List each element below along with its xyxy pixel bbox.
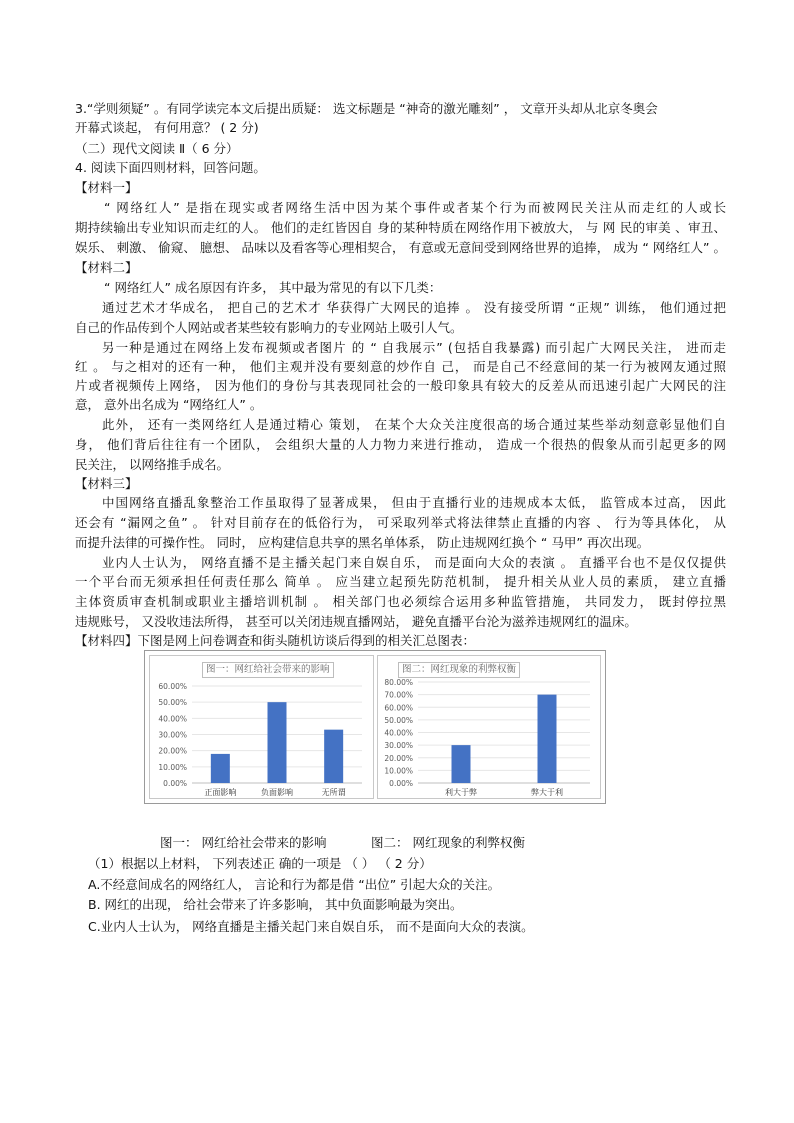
y-tick-label: 70.00% [384,690,413,700]
chart-1-title: 图一：网红给社会带来的影响 [202,662,334,678]
bar-1-2 [268,702,287,783]
y-tick-label: 40.00% [384,728,413,738]
material-2-line: 此外， 还有一类网络红人是通过精心 策划， 在某个大众关注度很高的场合通过某些举动刻意彰显他们自 [102,417,726,432]
y-tick-label: 60.00% [384,703,413,713]
q3-line1: 3.“学则须疑” 。有同学读完本文后提出质疑： 选文标题是 “神奇的激光雕刻” ， 文章开头却从北京冬奥会 [75,101,658,116]
material-2-line: 自己的作品传到个人网站或者某些较有影响力的专业网站上吸引人气。 [75,320,463,335]
bar-2-1 [452,745,471,783]
q4-title: 4. 阅读下面四则材料，回答问题。 [75,160,266,175]
material-2-line: 身， 他们背后往往有一个团队， 会组织大量的人力物力来进行推动， 造成一个很热的假象从而引起更多的网 [75,437,726,452]
material-2-line: 红 。 与之相对的还有一种， 他们主观并没有要刻意的炒作自 己， 而是自己不经意间的某一行为被网友通过照 [75,359,726,374]
chart-panel-1 [149,655,374,799]
material-3-line: 主体资质审查机制或职业主播培训机制 。 相关部门也必须综合运用多种监管措施， 共同发力， 既封停拉黑 [75,594,726,609]
x-category-label: 负面影响 [261,788,293,797]
y-tick-label: 0.00% [389,779,413,788]
x-category-label: 正面影响 [204,788,237,797]
y-tick-label: 80.00% [384,678,413,687]
y-tick-label: 30.00% [158,730,187,740]
material-3-line: 还会有 “漏网之鱼” 。 针对目前存在的低俗行为， 可采取列举式将法律禁止直播的内容 、 行为等具体化， 从 [75,515,726,530]
material-2-heading: 【材料二】 [75,260,138,275]
caption-figure-1: 图一： 网红给社会带来的影响 [160,835,327,850]
bar-2-2 [538,695,557,783]
material-1-line: 期持续输出专业知识而走红的人。 他们的走红皆因自 身的某种特质在网络作用下被放大， 与 网 民的审美 、审丑、 [75,220,726,235]
y-tick-label: 60.00% [158,682,187,691]
material-2-line: 片或者视频传上网络， 因为他们的身份与其表现同社会的一般印象具有较大的反差从而迅速引起广大网民的注 [75,378,726,393]
material-1-line: “ 网络红人” 是指在现实或者网络生活中因为某个事件或者某个行为而被网民关注从而走红的人或长 [104,200,726,215]
y-tick-label: 50.00% [384,715,413,725]
caption-figure-2: 图二： 网红现象的利弊权衡 [371,835,525,850]
x-category-label: 弊大于利 [531,788,563,797]
bar-1-1 [211,754,230,783]
material-2-line: 通过艺术才华成名， 把自己的艺术才 华获得广大网民的追捧 。 没有接受所谓 “正规” 训练， 他们通过把 [102,300,726,315]
y-tick-label: 0.00% [163,779,187,788]
option-b: B. 网红的出现， 给社会带来了许多影响， 其中负面影响最为突出。 [88,897,463,912]
option-a: A.不经意间成名的网络红人， 言论和行为都是借 “出位” 引起大众的关注。 [88,877,501,892]
material-3-line: 一个平台而无须承担任何责任那么 简单 。 应当建立起预先防范机制， 提升相关从业人员的素质， 建立直播 [75,574,726,589]
y-tick-label: 30.00% [384,741,413,751]
material-2-line: 意， 意外出名成为 “网络红人” 。 [75,397,263,412]
section-title: （二）现代文阅读 Ⅱ（ 6 分） [75,141,239,156]
q3-line2: 开幕式谈起， 有何用意？ ( 2 分) [75,120,259,135]
material-3-line: 违规账号， 又没收违法所得， 甚至可以关闭违规直播网站， 避免直播平台沦为滋养违规网红的温床。 [75,614,637,629]
y-tick-label: 20.00% [384,753,413,763]
material-1-heading: 【材料一】 [75,180,138,195]
material-3-line: 中国网络直播乱象整治工作虽取得了显著成果， 但由于直播行业的违规成本太低， 监管成本过高， 因此 [102,495,726,510]
y-tick-label: 40.00% [158,714,187,724]
bar-1-3 [324,730,343,783]
material-2-line: 另一种是通过在网络上发布视频或者图片 的 “ 自我展示” (包括自我暴露) 而引起广大网民关注， 进而走 [102,340,726,355]
material-3-heading: 【材料三】 [75,476,138,491]
material-2-line: 民关注， 以网络推手成名。 [75,457,229,472]
chart-2-title: 图二：网红现象的利弊权衡 [398,662,520,678]
y-tick-label: 10.00% [384,766,413,776]
material-3-line: 而提升法律的可操作性。 同时， 应构建信息共享的黑名单体系， 防止违规网红换个 “ 马甲” 再次出现。 [75,535,650,550]
material-4-text: 【材料四】下图是网上问卷调查和街头随机访谈后得到的相关汇总图表： [75,633,476,648]
chart-panel-2 [377,655,601,799]
option-c: C.业内人士认为， 网络直播是主播关起门来自娱自乐， 而不是面向大众的表演。 [88,919,534,934]
y-tick-label: 10.00% [158,762,187,772]
y-tick-label: 20.00% [158,746,187,756]
y-tick-label: 50.00% [158,698,187,708]
x-category-label: 无所谓 [321,788,346,797]
material-3-line: 业内人士认为， 网络直播不是主播关起门来自娱自乐， 而是面向大众的表演 。 直播平台也不是仅仅提供 [102,555,726,570]
question-1-stem: （1）根据以上材料， 下列表述正 确的一项是 （ ） （ 2 分） [88,856,432,871]
x-category-label: 利大于弊 [445,788,477,797]
chart-figure [144,650,606,804]
material-1-line: 娱乐、 刺激、 偷窥、 臆想、 品味以及看客等心理相契合， 有意或无意间受到网络世界的追捧， 成为 “ 网络红人” 。 [75,240,726,255]
material-2-line: “ 网络红人” 成名原因有许多， 其中最为常见的有以下几类： [104,280,442,295]
